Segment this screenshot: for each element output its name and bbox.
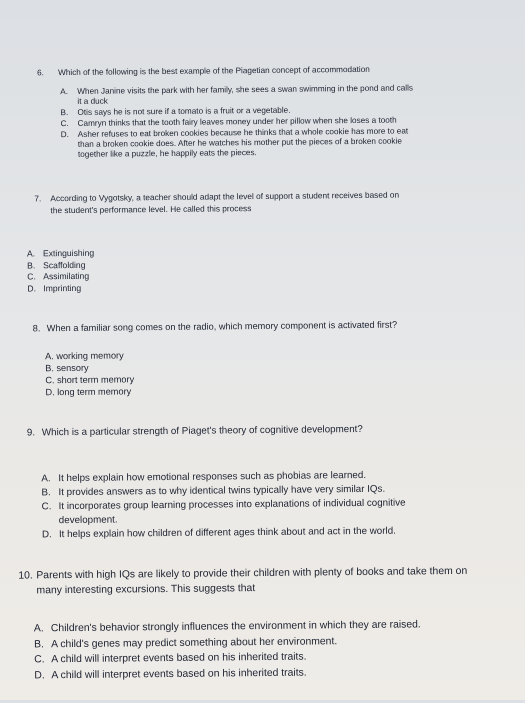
question-9-stem [27,421,507,439]
question-10 [18,563,519,683]
option-text-continued: it a duck [77,96,108,106]
option-text: A. working memory [45,350,124,362]
option-text: Children's behavior strongly influences the environment in which they are raised. [50,619,421,635]
option-text: Extinguishing [42,247,95,259]
option-letter: B. [27,259,36,270]
question-8-options [45,345,503,398]
question-6-options [60,83,498,161]
option-letter: A. [26,248,36,259]
option-d[interactable] [61,126,498,161]
option-letter: C. [27,271,36,282]
option-letter: C. [60,119,69,129]
option-text: It helps explain how emotional responses such as phobias are learned. [58,469,367,485]
question-text: When a familiar song comes on the radio, which memory component is activated first? [46,319,398,334]
option-text: A child will interpret events based on his inherited traits. [51,651,307,666]
question-number: 10. [18,570,33,582]
option-letter: B. [60,108,69,118]
option-letter: D. [60,130,69,140]
option-letter: A. [41,473,51,485]
option-letter: D. [34,669,45,681]
option-text: D. long term memory [45,386,132,398]
question-10-options [34,616,520,683]
option-text: A child's genes may predict something about her environment. [51,635,338,650]
question-7-stem [34,188,499,217]
question-text: Parents with high IQs are likely to provide their children with plenty of books and take them on [36,565,468,582]
option-letter: A. [33,623,44,635]
option-text-continued: development. [58,514,118,527]
option-letter: D. [27,282,36,293]
question-text: According to Vygotsky, a teacher should adapt the level of support a student receives based on [50,189,400,204]
option-text: It provides answers as to why identical twins typically have very similar IQs. [58,483,386,499]
question-text-continued: many interesting excursions. This suggests that [36,583,256,597]
option-text: Camryn thinks that the tooth fairy leaves money under her pillow when she loses a tooth [77,115,397,128]
question-9 [27,421,508,542]
option-letter: D. [41,529,52,541]
option-text: C. short term memory [45,374,135,386]
option-letter: B. [34,638,44,650]
option-text: B. sensory [45,362,89,374]
question-number: 6. [37,68,44,78]
question-number: 8. [32,323,41,334]
question-8 [33,317,504,398]
option-letter: B. [41,487,51,499]
option-text: Imprinting [43,282,82,293]
option-text-continued: together like a puzzle, he happily eats the pieces. [77,148,257,159]
question-9-options [41,467,508,542]
question-text: Which is a particular strength of Piaget's theory of cognitive development? [41,423,363,439]
option-text: It helps explain how children of different ages think about and act in the world. [58,525,396,541]
question-10-stem [18,563,518,598]
question-7 [26,188,500,295]
option-text: Otis says he is not sure if a tomato is a fruit or a vegetable. [77,105,291,117]
option-letter: C. [34,654,45,666]
option-text: When Janine visits the park with her family, she sees a swan swimming in the pond and calls [77,83,414,96]
option-letter: C. [41,501,52,513]
option-letter: A. [60,87,69,97]
question-7-options [27,244,500,295]
question-6 [37,64,498,161]
question-number: 7. [34,193,42,204]
option-text: Scaffolding [43,259,86,270]
question-8-stem [33,317,503,334]
option-text-continued: than a broken cookie does. After he watches his mother put the pieces of a broken cookie [77,136,402,149]
option-text: Assimilating [43,270,90,282]
question-6-stem [37,64,497,79]
question-number: 9. [26,427,36,439]
option-text: Asher refuses to eat broken cookies because he thinks that a whole cookie has more to eat [77,126,409,139]
option-text: A child will interpret events based on his inherited traits. [51,667,307,681]
question-text-continued: the student's performance level. He called this process [50,203,252,216]
option-text: It incorporates group learning processes into explanations of individual cognitive [58,497,406,513]
question-text: Which of the following is the best example of the Piagetian concept of accommodation [58,64,370,78]
